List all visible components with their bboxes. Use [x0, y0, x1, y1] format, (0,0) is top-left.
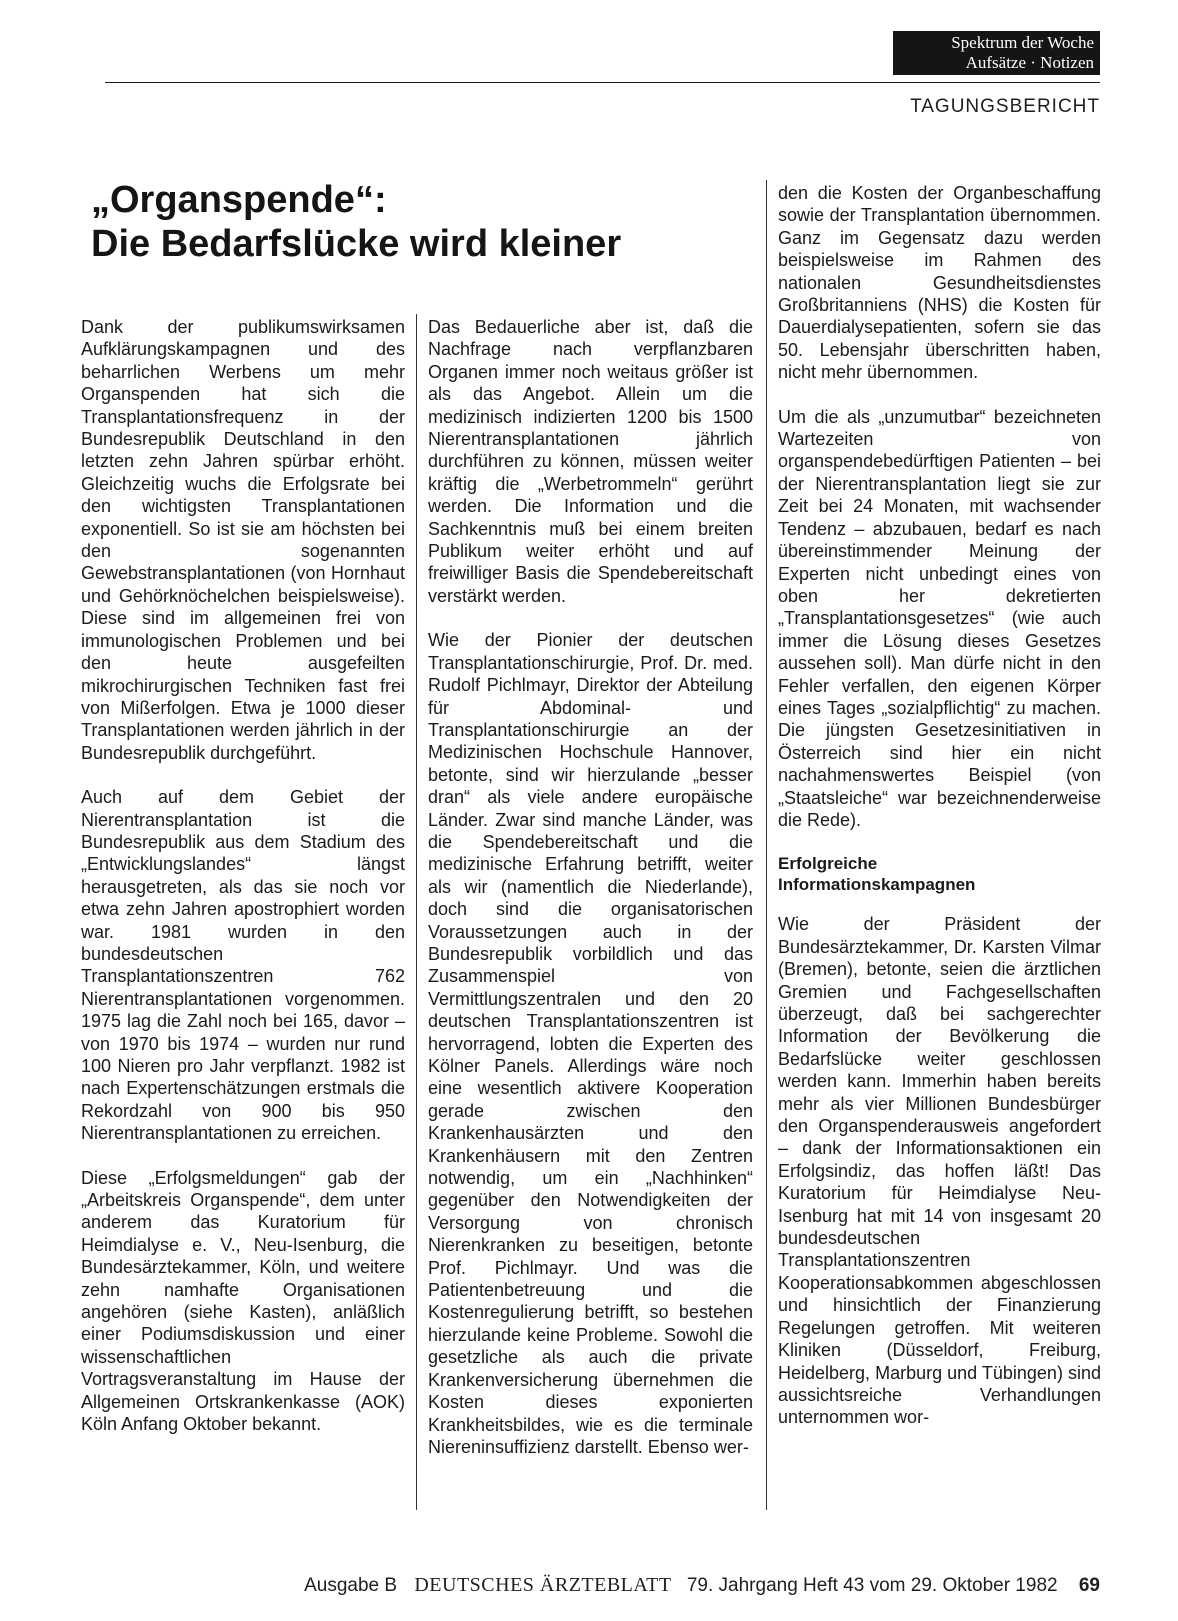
- paragraph: Diese „Erfolgsmeldungen“ gab der „Arbeitskreis Organspende“, dem unter anderem das Kuratorium für Heimdialyse e. V., Neu-Isenburg, die Bundesärztekammer, Köln, und weitere zehn namhafte Organisationen angehören (siehe Kasten), anläßlich einer Podiumsdiskussion und einer wissenschaftlichen Vortragsveranstaltung im Hause der Allgemeinen Ortskrankenkasse (AOK) Köln Anfang Oktober bekannt.: [81, 1167, 405, 1435]
- text-column-2: [428, 316, 753, 1480]
- paragraph: den die Kosten der Organbeschaffung sowie der Transplantation übernommen. Ganz im Gegensatz dazu werden beispielsweise im Rahmen des nationalen Gesundheitsdienstes Großbritanniens (NHS) die Kosten für Dauerdialysepatienten, sofern sie das 50. Lebensjahr überschritten haben, nicht mehr übernommen.: [778, 183, 1101, 383]
- paragraph: Um die als „unzumutbar“ bezeichneten Wartezeiten von organspendebedürftigen Patienten – bei der Nierentransplantation liegt sie zur Zeit bei 24 Monaten, mit wachsender Tendenz – abzubauen, bedarf es nach übereinstimmender Meinung der Experten nicht unbedingt eines von oben her dekretierten „Transplantationsgesetzes“ (wie auch immer die Lösung dieses Gesetzes aussehen soll). Man dürfe nicht in den Fehler verfallen, den eigenen Körper eines Tages „sozialpflichtig“ zu machen. Die jüngsten Gesetzesinitiativen in Österreich sind hier ein nicht nachahmenswertes Beispiel (von „Staatsleiche“ war bezeichnenderweise die Rede).: [778, 406, 1101, 830]
- page-footer: [258, 1574, 1100, 1597]
- article-title-line-1: „Organspende“:: [91, 179, 387, 221]
- section-badge: [893, 31, 1100, 75]
- paragraph: Dank der publikumswirksamen Aufklärungskampagnen und des beharrlichen Werbens um mehr Organspenden hat sich die Transplantationsfrequenz in der Bundesrepublik Deutschland in den letzten zehn Jahren spürbar erhöht. Gleichzeitig wuchs die Erfolgsrate bei den wichtigsten Transplantationen exponentiell. So ist sie am höchsten bei den sogenannten Gewebstransplantationen (von Hornhaut und Gehörknöchelchen beispielsweise). Diese sind im allgemeinen frei von immunologischen Problemen und bei den heute ausgefeilten mikrochirurgischen Techniken fast frei von Mißerfolgen. Etwa je 1000 dieser Transplantationen werden jährlich in der Bundesrepublik durchgeführt.: [81, 317, 405, 763]
- badge-line-1: Spektrum der Woche: [951, 33, 1094, 52]
- subheading-line-2: Informationskampagnen: [778, 875, 976, 895]
- text-column-1: [81, 316, 405, 1458]
- page-number: 69: [1078, 1575, 1100, 1596]
- paragraph: Das Bedauerliche aber ist, daß die Nachfrage nach verpflanzbaren Organen immer noch weitaus größer ist als das Angebot. Allein um die medizinisch indizierten 1200 bis 1500 Nierentransplantationen jährlich durchführen zu können, müssen weiter kräftig die „Werbetrommeln“ gerührt werden. Die Information und die Sachkenntnis muß bei einem breiten Publikum weiter erhöht und auf freiwilliger Basis die Spendebereitschaft verstärkt werden.: [428, 317, 753, 606]
- paragraph: Wie der Präsident der Bundesärztekammer, Dr. Karsten Vilmar (Bremen), betonte, seien die ärztlichen Gremien und Fachgesellschaften überzeugt, daß bei sachgerechter Information der Bevölkerung die Bedarfslücke weiter geschlossen werden kann. Immerhin haben bereits mehr als vier Millionen Bundesbürger den Organspenderausweis angefordert – dank der Informationsaktionen ein Erfolgsindiz, das hoffen läßt! Das Kuratorium für Heimdialyse Neu-Isenburg hat mit 14 von insgesamt 20 bundesdeutschen Transplantationszentren Kooperationsabkommen abgeschlossen und hinsichtlich der Finanzierung Regelungen getroffen. Mit weiteren Kliniken (Düsseldorf, Freiburg, Heidelberg, Marburg und Tübingen) sind aussichtsreiche Verhandlungen unternommen wor-: [778, 914, 1101, 1428]
- subheading-line-1: Erfolgreiche: [778, 854, 878, 874]
- footer-journal-name: DEUTSCHES ÄRZTEBLATT: [414, 1574, 672, 1596]
- header-rule: [105, 82, 1100, 83]
- column-divider-1: [416, 314, 417, 1510]
- article-title-line-2: Die Bedarfslücke wird kleiner: [91, 223, 622, 265]
- article-title: [91, 178, 731, 266]
- footer-issue: 79. Jahrgang Heft 43 vom 29. Oktober 1982: [686, 1575, 1058, 1596]
- badge-line-2: Aufsätze · Notizen: [965, 53, 1094, 72]
- paragraph: Auch auf dem Gebiet der Nierentransplantation ist die Bundesrepublik aus dem Stadium des „Entwicklungslandes“ längst herausgetreten, als das sie noch vor etwa zehn Jahren apostrophiert worden war. 1981 wurden in den bundesdeutschen Transplantationszentren 762 Nierentransplantationen vorgenommen. 1975 lag die Zahl noch bei 165, davor – von 1970 bis 1974 – wurden nur rund 100 Nieren pro Jahr verpflanzt. 1982 ist nach Expertenschätzungen erstmals die Rekordzahl von 900 bis 950 Nierentransplantationen zu erreichen.: [81, 787, 405, 1144]
- section-label: TAGUNGSBERICHT: [910, 96, 1100, 117]
- text-column-3: [778, 182, 1101, 1451]
- paragraph: Wie der Pionier der deutschen Transplantationschirurgie, Prof. Dr. med. Rudolf Pichlmayr, Direktor der Abteilung für Abdominal- und Transplantationschirurgie an der Medizinischen Hochschule Hannover, betonte, sind wir hierzulande „besser dran“ als viele andere europäische Länder. Zwar sind manche Länder, was die Spendebereitschaft und die medizinische Erfahrung betrifft, weiter als wir (namentlich die Niederlande), doch sind die organisatorischen Voraussetzungen auch in der Bundesrepublik vorbildlich und das Zusammenspiel von Vermittlungszentralen und den 20 deutschen Transplantationszentren ist hervorragend, lobten die Experten des Kölner Panels. Allerdings wäre noch eine wesentlich aktivere Kooperation gerade zwischen den Krankenhausärzten und den Krankenhäusern mit den Zentren notwendig, um ein „Nachhinken“ gegenüber den Notwendigkeiten der Versorgung von chronisch Nierenkranken zu beseitigen, betonte Prof. Pichlmayr. Und was die Patientenbetreuung und die Kostenregulierung betrifft, so bestehen hierzulande keine Probleme. Sowohl die gesetzliche als auch die private Krankenversicherung übernehmen die Kosten dieses exponierten Krankheitsbildes, wie es die terminale Niereninsuffizienz darstellt. Ebenso wer-: [428, 630, 753, 1457]
- column-divider-2: [766, 180, 767, 1510]
- subheading: [778, 853, 1101, 895]
- footer-edition: Ausgabe B: [304, 1575, 398, 1596]
